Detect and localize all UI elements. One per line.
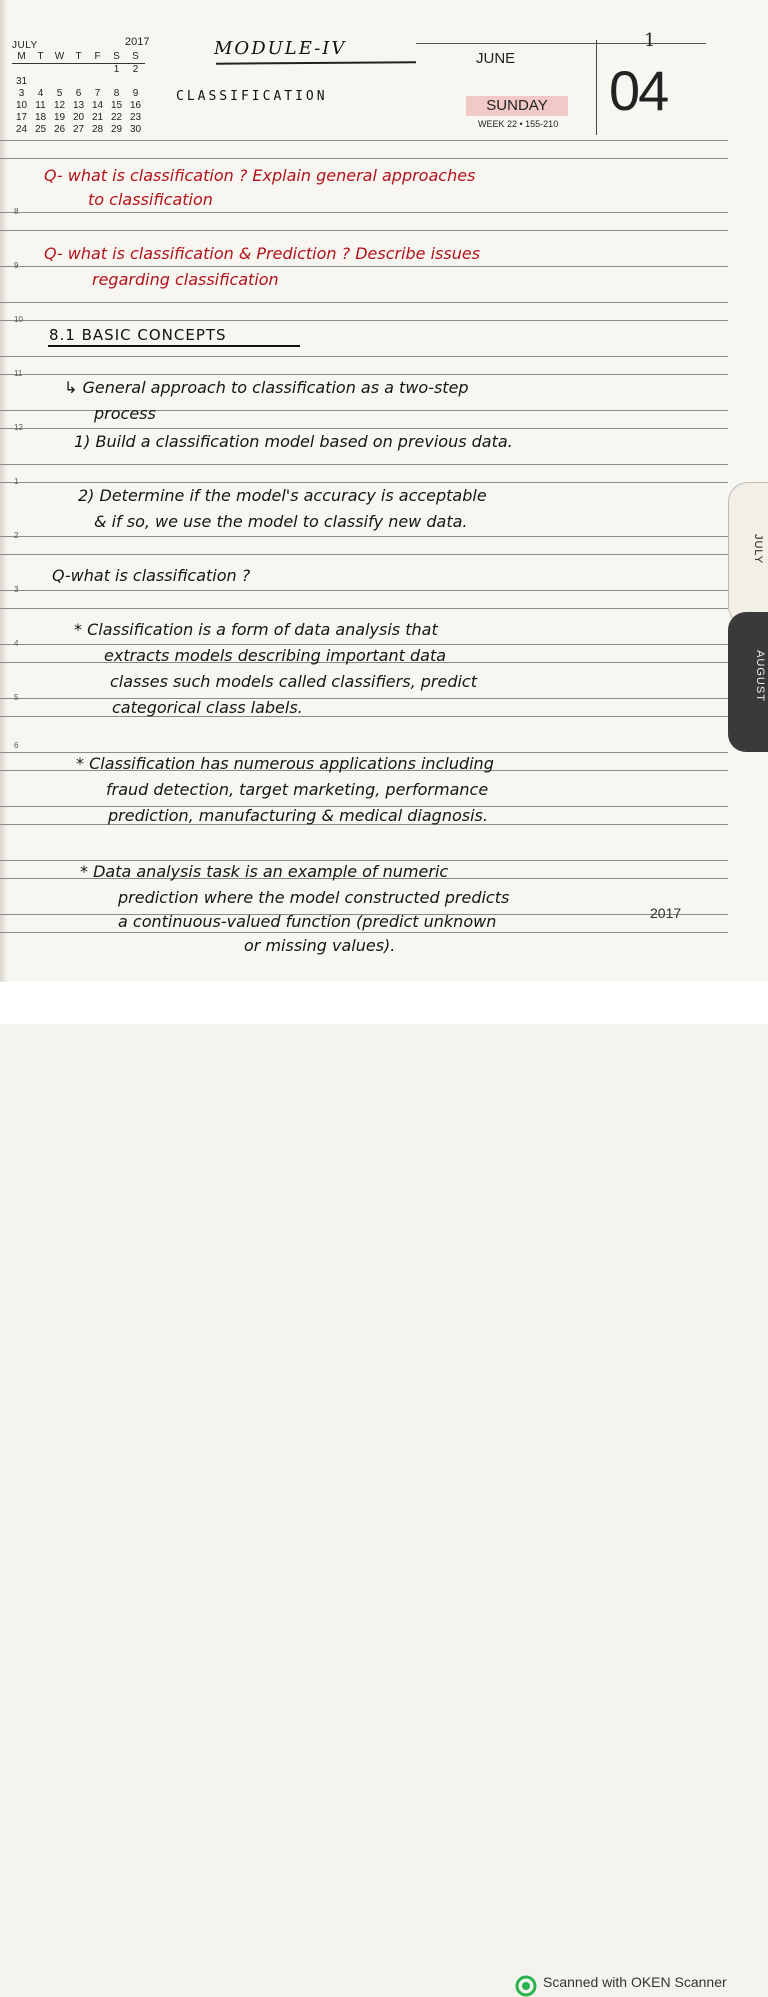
ruled-line	[0, 266, 728, 267]
cal-day: 20	[72, 112, 85, 123]
cal-day: 4	[37, 88, 44, 99]
cal-day-header: W	[50, 51, 69, 64]
bullet-2-line-2: fraud detection, target marketing, performance	[106, 780, 489, 799]
question-2-line-1: Q- what is classification & Prediction ? Describe issues	[44, 244, 481, 263]
cal-day: 27	[72, 124, 85, 135]
footer-year: 2017	[650, 905, 682, 921]
cal-day: 6	[75, 88, 82, 99]
date-divider	[596, 40, 597, 135]
cal-day: 16	[129, 100, 142, 111]
cal-day	[31, 64, 50, 77]
cal-day: 10	[15, 100, 28, 111]
cal-day	[50, 64, 69, 77]
page-spine	[0, 0, 8, 982]
hour-marker: 9	[14, 261, 19, 270]
cal-day: 22	[110, 112, 123, 123]
question-2-line-2: regarding classification	[92, 270, 279, 289]
cal-day: 24	[15, 124, 28, 135]
cal-day: 7	[94, 88, 101, 99]
ruled-line	[0, 482, 728, 483]
topic-title: CLASSIFICATION	[176, 89, 328, 104]
ruled-line	[0, 752, 728, 753]
month-label: JUNE	[476, 50, 516, 67]
ruled-line	[0, 428, 728, 429]
ruled-line	[0, 590, 728, 591]
cal-day: 5	[56, 88, 63, 99]
cal-day-header: T	[31, 51, 50, 64]
bullet-3-line-2: prediction where the model constructed predicts	[118, 888, 510, 907]
tab-july[interactable]	[728, 482, 768, 626]
section-heading: 8.1 BASIC CONCEPTS	[49, 326, 227, 344]
step-1: 1) Build a classification model based on previous data.	[74, 432, 513, 451]
hour-marker: 4	[14, 639, 19, 648]
date-box-rule	[416, 43, 706, 44]
ruled-line	[0, 644, 728, 645]
weekday-label: SUNDAY	[466, 96, 568, 116]
cal-day: 21	[91, 112, 104, 123]
cal-day: 30	[129, 124, 142, 135]
cal-day: 18	[34, 112, 47, 123]
calendar-grid	[12, 51, 145, 136]
cal-day: 12	[53, 100, 66, 111]
ruled-line	[0, 158, 728, 159]
cal-day-header: T	[69, 51, 88, 64]
cal-day: 2	[132, 64, 139, 75]
tab-august[interactable]	[728, 612, 768, 752]
cal-day: 29	[110, 124, 123, 135]
cal-day: 26	[53, 124, 66, 135]
module-title: MODULE-IV	[214, 38, 347, 59]
question-1-line-2: to classification	[88, 190, 213, 209]
question-1-line-1: Q- what is classification ? Explain general approaches	[44, 166, 476, 185]
ruled-line	[0, 320, 728, 321]
calendar-year: 2017	[125, 36, 150, 48]
bullet-2-line-3: prediction, manufacturing & medical diagnosis.	[108, 806, 488, 825]
cal-day: 19	[53, 112, 66, 123]
hour-marker: 6	[14, 741, 19, 750]
scanner-logo-icon	[515, 1975, 537, 1997]
cal-day	[88, 64, 107, 77]
section-heading-underline	[48, 345, 300, 347]
ruled-line	[0, 716, 728, 717]
cal-day: 25	[34, 124, 47, 135]
ruled-line	[0, 608, 728, 609]
diary-page	[0, 0, 768, 982]
step-2-line-1: 2) Determine if the model's accuracy is acceptable	[78, 486, 487, 505]
bullet-1-line-3: classes such models called classifiers, predict	[110, 672, 477, 691]
cal-day	[12, 64, 31, 77]
ruled-line	[0, 356, 728, 357]
ruled-line	[0, 554, 728, 555]
calendar-month: JULY	[12, 40, 38, 51]
cal-day: 8	[113, 88, 120, 99]
scanner-footer	[0, 982, 768, 1990]
ruled-line	[0, 230, 728, 231]
ruled-line	[0, 536, 728, 537]
bullet-2-line-1: * Classification has numerous applications including	[76, 754, 494, 773]
bullet-3-line-4: or missing values).	[244, 936, 396, 955]
hour-marker: 1	[14, 477, 19, 486]
hour-marker: 11	[14, 369, 23, 378]
hour-marker: 10	[14, 315, 23, 324]
cal-day: 17	[15, 112, 28, 123]
approach-line-2: process	[94, 404, 156, 423]
cal-day	[69, 64, 88, 77]
day-number: 04	[609, 59, 668, 122]
cal-day: 3	[18, 88, 25, 99]
ruled-line	[0, 302, 728, 303]
date-box	[416, 30, 706, 140]
bullet-1-line-1: * Classification is a form of data analysis that	[74, 620, 438, 639]
ruled-line	[0, 698, 728, 699]
cal-day-header: M	[12, 51, 31, 64]
cal-day: 13	[72, 100, 85, 111]
ruled-line	[0, 860, 728, 861]
cal-day: 14	[91, 100, 104, 111]
cal-day-header: F	[88, 51, 107, 64]
cal-day: 11	[35, 100, 46, 111]
bullet-1-line-2: extracts models describing important data	[104, 646, 447, 665]
cal-day: 9	[132, 88, 139, 99]
bullet-1-line-4: categorical class labels.	[112, 698, 303, 717]
cal-day: 31	[15, 76, 28, 87]
cal-day-header: S	[126, 51, 145, 64]
question-3: Q-what is classification ?	[52, 566, 251, 585]
approach-line-1: ↳ General approach to classification as a two-step	[64, 378, 469, 397]
hour-marker: 3	[14, 585, 19, 594]
hour-marker: 8	[14, 207, 19, 216]
ruled-line	[0, 932, 728, 933]
cal-day: 23	[129, 112, 142, 123]
page-number: 1	[644, 30, 656, 51]
ruled-line	[0, 212, 728, 213]
step-2-line-2: & if so, we use the model to classify new data.	[94, 512, 468, 531]
hour-marker: 2	[14, 531, 19, 540]
hour-marker: 5	[14, 693, 19, 702]
hour-marker: 12	[14, 423, 23, 432]
cal-day: 28	[91, 124, 104, 135]
tab-july-label: JULY	[752, 533, 765, 565]
cal-day-header: S	[107, 51, 126, 64]
bullet-3-line-1: * Data analysis task is an example of numeric	[80, 862, 449, 881]
week-info: WEEK 22 • 155-210	[478, 119, 559, 129]
ruled-line	[0, 374, 728, 375]
cal-day: 15	[110, 100, 123, 111]
ruled-line	[0, 464, 728, 465]
scanner-watermark: Scanned with OKEN Scanner	[543, 1974, 727, 1990]
module-underline	[216, 61, 416, 64]
tab-august-label: AUGUST	[753, 650, 766, 702]
bullet-3-line-3: a continuous-valued function (predict unknown	[118, 912, 497, 931]
ruled-line	[0, 140, 728, 141]
cal-day: 1	[113, 64, 120, 75]
